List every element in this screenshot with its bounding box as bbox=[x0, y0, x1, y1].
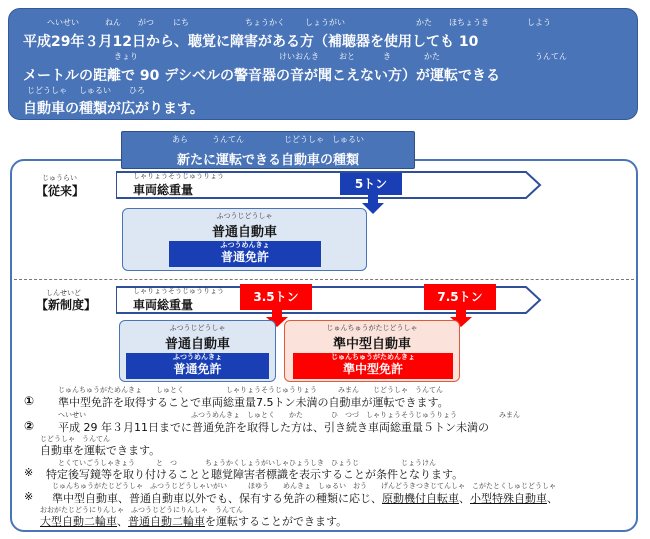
new-card-futsu bbox=[119, 320, 276, 382]
new-bar-ruby: しゃりょうそうじゅうりょう bbox=[133, 287, 224, 295]
old-card-license-text: 普通免許 bbox=[220, 250, 269, 264]
old-label-ruby: じゅうらい bbox=[42, 174, 77, 182]
section-title-text: 新たに運転できる自動車の種類 bbox=[176, 153, 359, 168]
intro-ruby-item: おと bbox=[339, 52, 355, 61]
new-card2-vehicle: 準中型自動車 bbox=[332, 337, 411, 352]
note4-end: 、 bbox=[547, 492, 558, 505]
note3-text: 特定後写鏡等を取り付けることと聴覚障害者標識を表示することが条件となります。 bbox=[46, 468, 464, 481]
note3-ruby: とくていごうしゃきょう と つ ちょうかくしょうがいしゃひょうしき ひょうじ じょうけん bbox=[58, 459, 436, 467]
new-bar-label: 車両総重量 bbox=[133, 298, 194, 312]
old-card-license-ruby: ふつうめんきょ bbox=[220, 241, 270, 249]
intro-ruby-item: ちょうかく bbox=[245, 18, 285, 27]
intro-ruby-item: かた bbox=[416, 18, 432, 27]
new-card2-license-ruby: じゅんちゅうがためんきょ bbox=[331, 353, 415, 361]
link-gentsuki[interactable]: 原動機付自転車 bbox=[382, 492, 459, 505]
intro-line1: 平成29年３月12日から、聴覚に障害がある方（補聴器を使用しても 10 bbox=[23, 34, 479, 50]
note1-ruby: じゅんちゅうがためんきょ しゅとく しゃりょうそうじゅうりょう みまん じどうしゃ うんてん bbox=[58, 386, 443, 394]
new-label-ruby: しんせいど bbox=[46, 289, 81, 297]
note5-end: を運転することができます。 bbox=[205, 515, 348, 528]
new-card1-license bbox=[126, 353, 269, 379]
intro-ruby-item: うんてん bbox=[535, 52, 567, 61]
intro-ruby-item: にち bbox=[173, 18, 189, 27]
new-card1-vehicle: 普通自動車 bbox=[164, 337, 230, 352]
intro-line2: メートルの距離で 90 デシベルの警音器の音が聞こえない方）が運転できる bbox=[23, 68, 500, 84]
note4-mark: ※ bbox=[24, 490, 34, 503]
intro-ruby-item: しょうがい bbox=[305, 18, 345, 27]
new-label: 【新制度】 bbox=[36, 298, 97, 312]
note5-line bbox=[40, 513, 347, 529]
note4-line bbox=[52, 490, 558, 506]
link-futsu-nirin[interactable]: 普通自動二輪車 bbox=[128, 515, 205, 528]
note2-text-b: 自動車を運転できます。 bbox=[40, 444, 161, 457]
intro-ruby-item: き bbox=[383, 52, 391, 61]
new-card2-license-text: 準中型免許 bbox=[342, 362, 403, 376]
new-threshold-7-5t: 7.5トン bbox=[424, 284, 496, 310]
old-card-license bbox=[169, 241, 321, 267]
section-title-ruby: あら うんてん じどうしゃ しゅるい bbox=[172, 135, 364, 144]
intro-line3: 自動車の種類が広がります。 bbox=[23, 101, 204, 117]
new-card2-license bbox=[293, 353, 453, 379]
intro-ruby-item: じどうしゃ bbox=[27, 86, 67, 95]
note1-mark: ① bbox=[24, 394, 35, 408]
intro-ruby-item: かた bbox=[424, 52, 440, 61]
intro-banner bbox=[8, 8, 638, 120]
new-card2-ruby: じゅんちゅうがたじどうしゃ bbox=[326, 324, 418, 332]
intro-ruby-item: ねん bbox=[105, 18, 121, 27]
old-bar-ruby: しゃりょうそうじゅうりょう bbox=[133, 172, 224, 180]
old-bar-label: 車両総重量 bbox=[133, 183, 194, 197]
new-card-junchugata bbox=[284, 320, 460, 382]
link-kogata-tokushu[interactable]: 小型特殊自動車 bbox=[470, 492, 547, 505]
note2-ruby: へいせい ふつうめんきょ しゅとく かた ひ つづ しゃりょうそうじゅうりょう みまん bbox=[58, 411, 520, 419]
intro-ruby-item: きょり bbox=[114, 52, 138, 61]
note4-sep: 、 bbox=[459, 492, 470, 505]
intro-ruby-item: へいせい bbox=[47, 18, 79, 27]
old-threshold-5t: 5トン bbox=[340, 173, 402, 195]
intro-ruby-item: ひろ bbox=[129, 86, 145, 95]
intro-ruby-item: ほちょうき bbox=[449, 18, 489, 27]
note2b-ruby: じどうしゃ うんてん bbox=[40, 435, 110, 443]
note5-ruby: おおがたじどうにりんしゃ ふつうじどうにりんしゃ うんてん bbox=[40, 506, 243, 514]
intro-ruby-item: がつ bbox=[138, 18, 154, 27]
old-card-vehicle: 普通自動車 bbox=[211, 225, 277, 240]
old-card-ruby: ふつうじどうしゃ bbox=[216, 212, 273, 220]
note2-text-a: 平成 29 年３月11日までに普通免許を取得した方は、引き続き車両総重量５トン未満の bbox=[58, 421, 489, 434]
section-divider bbox=[14, 279, 634, 280]
intro-ruby-item: しゅるい bbox=[79, 86, 111, 95]
intro-ruby-item: けいおんき bbox=[279, 52, 319, 61]
note5-sep: 、 bbox=[117, 515, 128, 528]
new-card1-license-ruby: ふつうめんきょ bbox=[173, 353, 222, 361]
link-ogata-nirin[interactable]: 大型自動二輪車 bbox=[40, 515, 117, 528]
old-label: 【従来】 bbox=[36, 184, 85, 198]
intro-ruby-item: しよう bbox=[527, 18, 551, 27]
new-threshold-3-5t: 3.5トン bbox=[240, 284, 312, 310]
section-title bbox=[121, 131, 415, 169]
new-card1-license-text: 普通免許 bbox=[173, 362, 222, 376]
note2-mark: ② bbox=[24, 419, 35, 433]
note1-text: 準中型免許を取得することで車両総重量7.5トン未満の自動車が運転できます。 bbox=[58, 396, 449, 409]
note4-text: 準中型自動車、普通自動車以外でも、保有する免許の種類に応じ、 bbox=[52, 492, 382, 505]
new-card1-ruby: ふつうじどうしゃ bbox=[169, 324, 226, 332]
note4-ruby: じゅんちゅうがたじどうしゃ ふつうじどうしゃいがい ほゆう めんきょ しゅるい おう げんどうきつきじてんしゃ こがたとくしゅじどうしゃ bbox=[52, 482, 556, 490]
note3-mark: ※ bbox=[24, 466, 34, 479]
old-card-futsu bbox=[122, 208, 367, 271]
